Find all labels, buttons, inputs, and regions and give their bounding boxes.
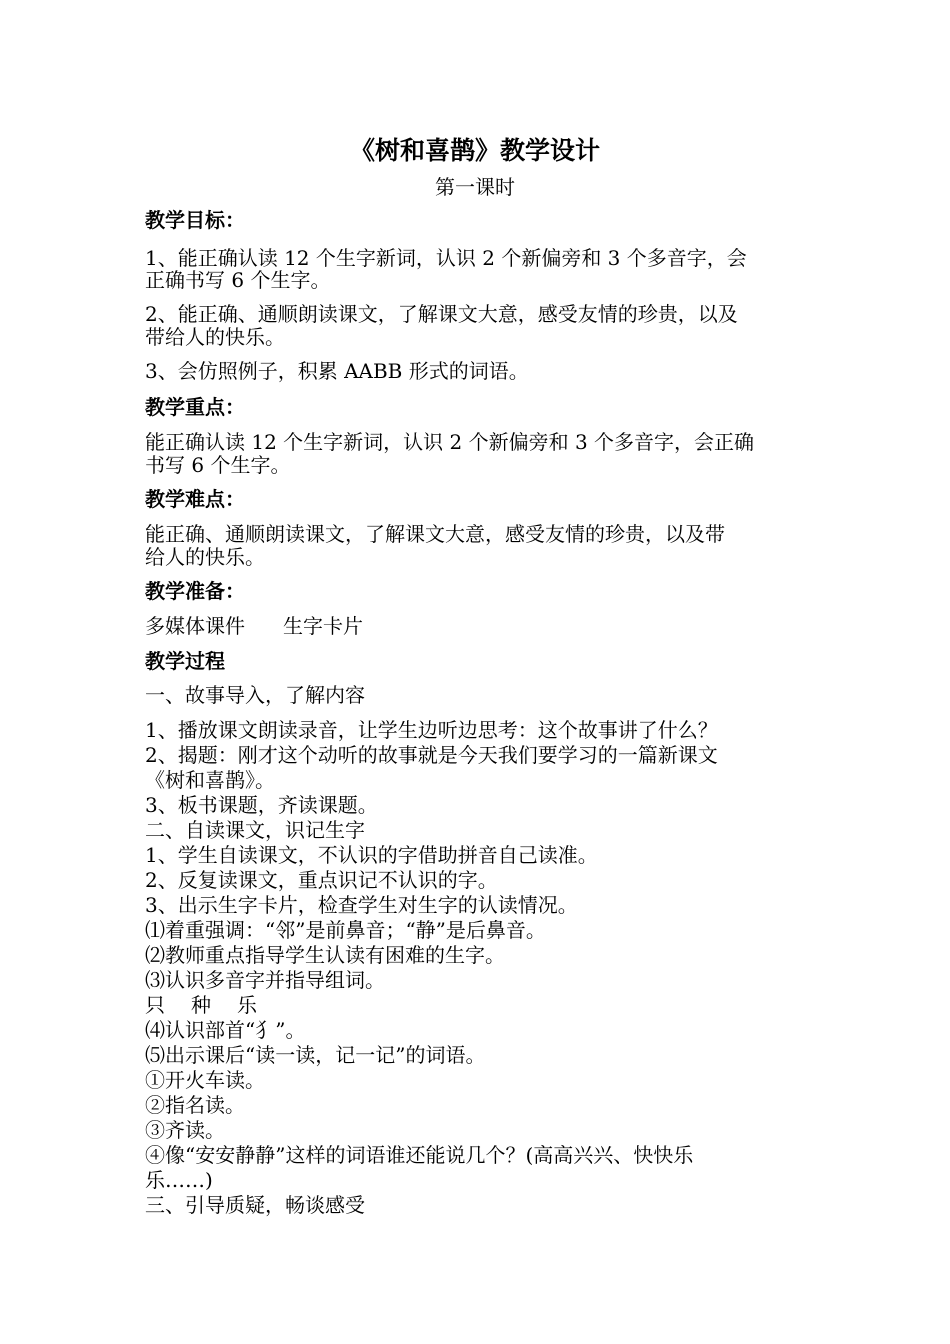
section-1-item-3: 3、板书课题，齐读课题。 xyxy=(145,793,378,817)
objective-2-line-2: 带给人的快乐。 xyxy=(145,325,285,349)
difficulty-line-1: 能正确、通顺朗读课文，了解课文大意，感受友情的珍贵，以及带 xyxy=(145,522,725,546)
preparation-items xyxy=(145,614,810,638)
reading-step-2: ②指名读。 xyxy=(145,1093,245,1117)
section-3-title: 三、引导质疑，畅谈感受 xyxy=(145,1193,365,1217)
reading-step-3: ③齐读。 xyxy=(145,1118,225,1142)
page-subtitle: 第一课时 xyxy=(435,175,515,199)
key-points-line-1: 能正确认读 12 个生字新词，认识 2 个新偏旁和 3 个多音字，会正确 xyxy=(145,430,755,454)
section-2-item-3-sub-2: ⑵教师重点指导学生认读有困难的生字。 xyxy=(145,943,505,967)
reading-step-4-line-2: 乐……) xyxy=(145,1168,213,1192)
section-2-item-3-sub-1: ⑴着重强调：“邻”是前鼻音；“静”是后鼻音。 xyxy=(145,918,546,942)
reading-step-4-line-1: ④像“安安静静”这样的词语谁还能说几个？(高高兴兴、快快乐 xyxy=(145,1143,694,1167)
section-1-item-2-line-2: 《树和喜鹊》。 xyxy=(145,768,275,792)
objective-1-line-1: 1、能正确认读 12 个生字新词，认识 2 个新偏旁和 3 个多音字，会 xyxy=(145,246,747,270)
polyphonic-chars xyxy=(145,993,810,1017)
key-points-line-2: 书写 6 个生字。 xyxy=(145,453,291,477)
polyphonic-char: 只 xyxy=(145,993,165,1017)
objectives-heading: 教学目标： xyxy=(145,208,245,232)
process-heading: 教学过程 xyxy=(145,649,225,673)
polyphonic-char: 乐 xyxy=(237,993,257,1017)
section-2-item-3-sub-4: ⑷认识部首“犭”。 xyxy=(145,1018,306,1042)
difficulty-heading: 教学难点： xyxy=(145,487,245,511)
polyphonic-char: 种 xyxy=(191,993,211,1017)
section-2-item-3-sub-3: ⑶认识多音字并指导组词。 xyxy=(145,968,385,992)
key-points-heading: 教学重点： xyxy=(145,395,245,419)
section-2-item-3: 3、出示生字卡片，检查学生对生字的认读情况。 xyxy=(145,893,578,917)
preparation-item-courseware: 多媒体课件 xyxy=(145,614,245,638)
objective-3: 3、会仿照例子，积累 AABB 形式的词语。 xyxy=(145,359,529,383)
difficulty-line-2: 给人的快乐。 xyxy=(145,545,265,569)
preparation-item-cards: 生字卡片 xyxy=(283,614,363,638)
objective-1-line-2: 正确书写 6 个生字。 xyxy=(145,268,331,292)
section-2-title: 二、自读课文，识记生字 xyxy=(145,818,365,842)
section-1-title: 一、故事导入，了解内容 xyxy=(145,683,365,707)
objective-2-line-1: 2、能正确、通顺朗读课文，了解课文大意，感受友情的珍贵，以及 xyxy=(145,302,738,326)
section-1-item-2-line-1: 2、揭题：刚才这个动听的故事就是今天我们要学习的一篇新课文 xyxy=(145,743,718,767)
section-1-item-1: 1、播放课文朗读录音，让学生边听边思考：这个故事讲了什么？ xyxy=(145,718,718,742)
section-2-item-3-sub-5: ⑸出示课后“读一读，记一记”的词语。 xyxy=(145,1043,486,1067)
section-2-item-1: 1、学生自读课文，不认识的字借助拼音自己读准。 xyxy=(145,843,598,867)
section-2-item-2: 2、反复读课文，重点识记不认识的字。 xyxy=(145,868,498,892)
preparation-heading: 教学准备： xyxy=(145,579,245,603)
page-title: 《树和喜鹊》教学设计 xyxy=(349,136,600,165)
reading-step-1: ①开火车读。 xyxy=(145,1068,265,1092)
